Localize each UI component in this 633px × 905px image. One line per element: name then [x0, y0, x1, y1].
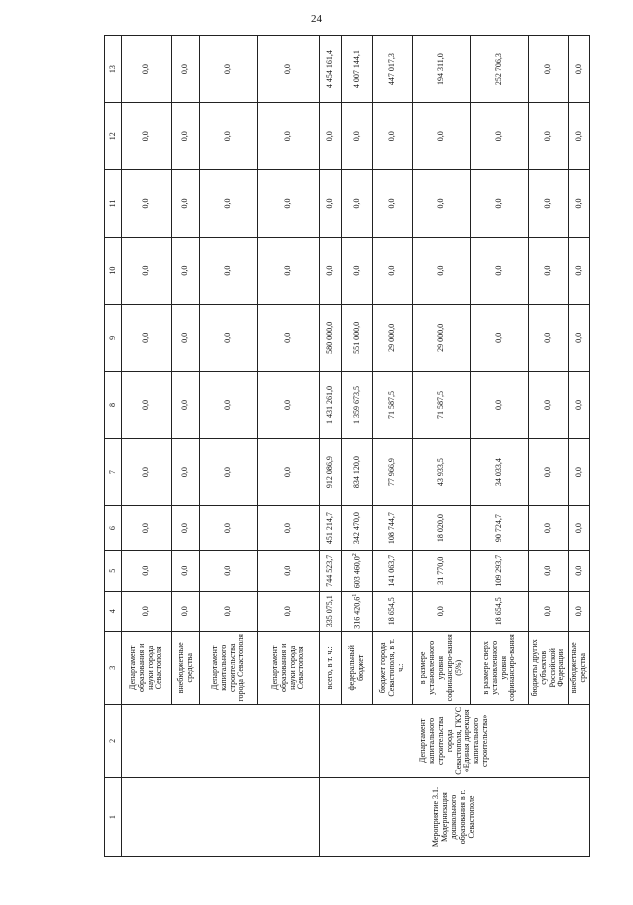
value-cell: 0,0 — [122, 371, 172, 438]
budget-table-container — [104, 35, 589, 857]
value-cell: 0,0 — [172, 304, 200, 371]
value-cell: 580 000,0 — [320, 304, 342, 371]
value-cell: 0,0 — [258, 36, 320, 103]
value-cell: 0,0 — [258, 170, 320, 237]
value-cell: 834 120,0 — [342, 439, 373, 506]
value-cell: 0,0 — [200, 36, 258, 103]
source-cell: федеральный бюджет — [342, 632, 373, 705]
value-cell: 141 063,7 — [373, 551, 413, 592]
value-cell: 0,0 — [172, 237, 200, 304]
col-header: 5 — [105, 551, 122, 592]
value-cell — [342, 551, 373, 592]
value-cell: 0,0 — [122, 551, 172, 592]
value-cell: 0,0 — [122, 439, 172, 506]
value-cell: 0,0 — [122, 36, 172, 103]
source-cell: Департамент образования и науки города Севастополя — [122, 632, 172, 705]
value-text: 603 460,0 — [352, 556, 362, 589]
value-cell: 451 214,7 — [320, 506, 342, 551]
value-cell: 0,0 — [172, 170, 200, 237]
value-cell: 18 654,5 — [373, 591, 413, 632]
value-cell: 0,0 — [569, 237, 590, 304]
value-cell: 31 770,0 — [413, 551, 471, 592]
value-cell: 0,0 — [200, 551, 258, 592]
value-cell: 43 933,5 — [413, 439, 471, 506]
value-cell: 18 654,5 — [471, 591, 529, 632]
page-number: 24 — [311, 13, 322, 25]
value-cell: 0,0 — [200, 591, 258, 632]
value-cell — [342, 591, 373, 632]
col-header: 7 — [105, 439, 122, 506]
value-cell: 0,0 — [122, 103, 172, 170]
value-cell: 4 454 161,4 — [320, 36, 342, 103]
value-cell: 0,0 — [258, 371, 320, 438]
col-header: 8 — [105, 371, 122, 438]
value-cell: 0,0 — [200, 506, 258, 551]
value-cell: 0,0 — [569, 371, 590, 438]
value-cell: 912 086,9 — [320, 439, 342, 506]
value-cell: 0,0 — [172, 506, 200, 551]
value-cell: 108 744,7 — [373, 506, 413, 551]
value-cell: 0,0 — [413, 591, 471, 632]
value-cell: 252 706,3 — [471, 36, 529, 103]
value-cell: 0,0 — [471, 170, 529, 237]
value-cell: 34 033,4 — [471, 439, 529, 506]
value-cell: 0,0 — [122, 304, 172, 371]
source-cell: внебюджетные средства — [569, 632, 590, 705]
value-cell: 1 431 261,0 — [320, 371, 342, 438]
value-cell: 0,0 — [529, 551, 569, 592]
value-cell: 0,0 — [529, 237, 569, 304]
value-cell: 194 311,0 — [413, 36, 471, 103]
value-cell: 0,0 — [529, 170, 569, 237]
event-name-cell: Мероприятие 3.1. Модернизация дошкольного образования в г. Севастополе — [320, 778, 590, 857]
value-cell: 29 000,0 — [413, 304, 471, 371]
value-cell: 0,0 — [569, 170, 590, 237]
value-cell: 0,0 — [122, 237, 172, 304]
value-cell: 0,0 — [413, 170, 471, 237]
value-cell: 0,0 — [320, 170, 342, 237]
value-cell: 0,0 — [200, 439, 258, 506]
value-cell: 551 000,0 — [342, 304, 373, 371]
footnote-mark: 1 — [351, 593, 358, 597]
value-cell: 0,0 — [172, 439, 200, 506]
col-header: 13 — [105, 36, 122, 103]
value-cell: 342 470,0 — [342, 506, 373, 551]
col-header: 12 — [105, 103, 122, 170]
value-cell: 77 966,9 — [373, 439, 413, 506]
value-cell: 0,0 — [258, 551, 320, 592]
value-cell: 0,0 — [122, 170, 172, 237]
value-cell: 0,0 — [258, 506, 320, 551]
col-header: 11 — [105, 170, 122, 237]
value-cell: 0,0 — [569, 36, 590, 103]
value-cell: 71 587,5 — [373, 371, 413, 438]
value-cell: 4 007 144,1 — [342, 36, 373, 103]
source-cell: Департамент образования и науки города Севастополя — [258, 632, 320, 705]
budget-table — [104, 35, 590, 857]
value-cell: 0,0 — [342, 103, 373, 170]
col-header: 1 — [105, 778, 122, 857]
source-cell: бюджеты других субъектов Российской Федерации — [529, 632, 569, 705]
col-header: 2 — [105, 704, 122, 778]
value-cell: 0,0 — [569, 304, 590, 371]
value-cell: 0,0 — [172, 551, 200, 592]
value-cell: 0,0 — [569, 439, 590, 506]
value-cell: 0,0 — [529, 371, 569, 438]
value-cell: 0,0 — [258, 439, 320, 506]
value-cell: 0,0 — [200, 237, 258, 304]
value-cell: 109 293,7 — [471, 551, 529, 592]
value-cell: 0,0 — [529, 304, 569, 371]
executor-cell-empty — [122, 704, 320, 778]
value-cell: 0,0 — [258, 304, 320, 371]
col-header: 10 — [105, 237, 122, 304]
value-cell: 0,0 — [413, 237, 471, 304]
value-cell: 0,0 — [471, 237, 529, 304]
value-cell: 0,0 — [200, 170, 258, 237]
value-cell: 0,0 — [373, 237, 413, 304]
value-cell: 0,0 — [529, 439, 569, 506]
value-cell: 0,0 — [569, 506, 590, 551]
value-cell: 0,0 — [172, 591, 200, 632]
value-cell: 0,0 — [172, 371, 200, 438]
value-cell: 0,0 — [258, 591, 320, 632]
value-cell: 0,0 — [258, 103, 320, 170]
value-cell: 744 523,7 — [320, 551, 342, 592]
table-row — [122, 36, 172, 857]
table-row — [320, 36, 342, 857]
source-cell: в размере установленного уровня софинансиро-вания (5%) — [413, 632, 471, 705]
value-cell: 0,0 — [373, 103, 413, 170]
col-header: 9 — [105, 304, 122, 371]
value-cell: 447 017,3 — [373, 36, 413, 103]
value-cell: 0,0 — [172, 36, 200, 103]
source-cell: внебюджетные средства — [172, 632, 200, 705]
col-header: 3 — [105, 632, 122, 705]
value-cell: 0,0 — [172, 103, 200, 170]
source-cell: бюджет города Севастополя, в т. ч.: — [373, 632, 413, 705]
value-cell: 0,0 — [413, 103, 471, 170]
value-cell: 0,0 — [342, 237, 373, 304]
value-cell: 1 359 673,5 — [342, 371, 373, 438]
value-text: 316 420,6 — [352, 596, 362, 629]
event-executor-cell: Департамент капитального строительства города Севастополя, ГКУС «Единая дирекция капитального строительства» — [320, 704, 590, 778]
col-header: 6 — [105, 506, 122, 551]
value-cell: 0,0 — [342, 170, 373, 237]
value-cell: 0,0 — [258, 237, 320, 304]
value-cell: 0,0 — [200, 371, 258, 438]
value-cell: 90 724,7 — [471, 506, 529, 551]
value-cell: 0,0 — [373, 170, 413, 237]
value-cell: 71 587,5 — [413, 371, 471, 438]
value-cell: 0,0 — [471, 304, 529, 371]
footnote-mark: 2 — [351, 553, 358, 557]
value-cell: 0,0 — [529, 36, 569, 103]
value-cell: 0,0 — [200, 304, 258, 371]
value-cell: 0,0 — [569, 103, 590, 170]
event-cell-empty — [122, 778, 320, 857]
value-cell: 0,0 — [122, 591, 172, 632]
value-cell: 0,0 — [471, 103, 529, 170]
value-cell: 0,0 — [122, 506, 172, 551]
col-header: 4 — [105, 591, 122, 632]
value-cell: 18 020,0 — [413, 506, 471, 551]
value-cell: 0,0 — [471, 371, 529, 438]
value-cell: 0,0 — [529, 103, 569, 170]
value-cell: 0,0 — [320, 103, 342, 170]
value-cell: 0,0 — [529, 506, 569, 551]
header-row — [105, 36, 122, 857]
value-cell: 0,0 — [320, 237, 342, 304]
source-cell: всего, в т. ч.: — [320, 632, 342, 705]
source-cell: Департамент капитального строительства города Севастополя — [200, 632, 258, 705]
source-cell: в размере сверх установленного уровня софинансиро-вания — [471, 632, 529, 705]
value-cell: 0,0 — [569, 591, 590, 632]
value-cell: 0,0 — [529, 591, 569, 632]
value-cell: 335 075,1 — [320, 591, 342, 632]
value-cell: 0,0 — [569, 551, 590, 592]
value-cell: 0,0 — [200, 103, 258, 170]
value-cell: 29 000,0 — [373, 304, 413, 371]
